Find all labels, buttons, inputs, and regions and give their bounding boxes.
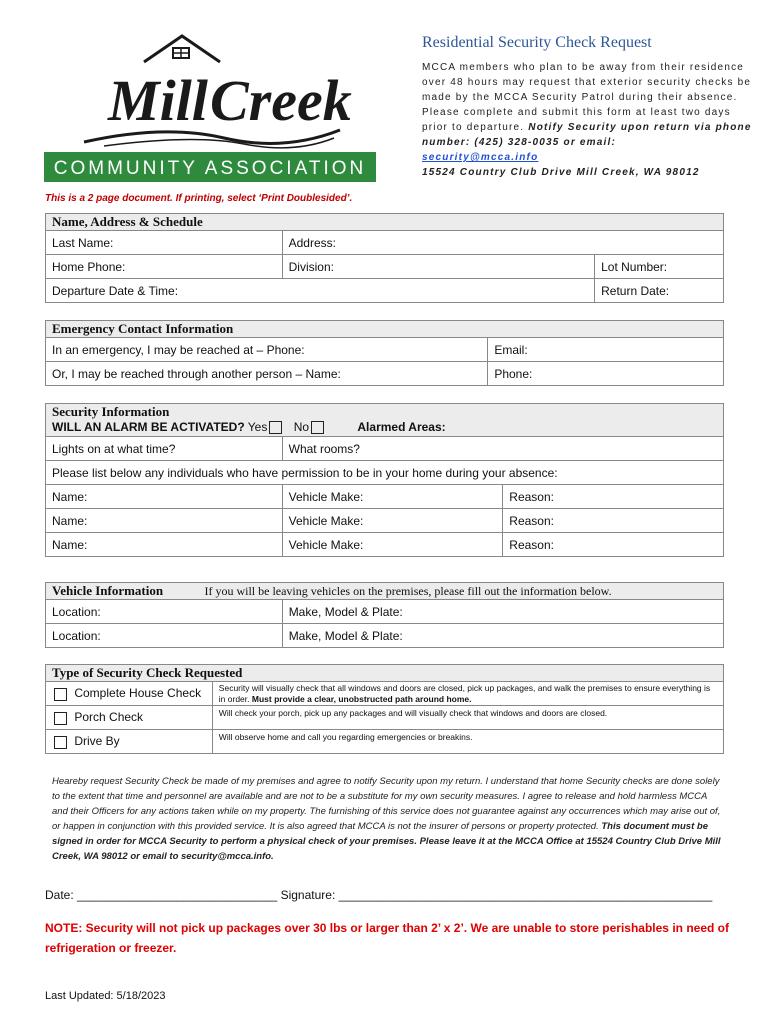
option-label: Complete House Check xyxy=(74,686,202,701)
person-name-field[interactable]: Name: xyxy=(46,509,283,533)
section-header xyxy=(46,321,724,338)
security-email-link[interactable]: security@mcca.info xyxy=(422,152,539,163)
print-note: This is a 2 page document. If printing, select ‘Print Doublesided’. xyxy=(45,193,353,204)
alarm-no-checkbox[interactable] xyxy=(311,421,324,434)
vehicle-make-model-field[interactable]: Make, Model & Plate: xyxy=(282,624,723,648)
section-header xyxy=(46,583,724,600)
check-option[interactable] xyxy=(46,706,213,730)
section-title: Security Information xyxy=(52,404,170,419)
reason-field[interactable]: Reason: xyxy=(503,533,724,557)
agreement-text xyxy=(52,774,724,864)
check-option-row xyxy=(46,682,724,706)
section-header xyxy=(46,214,724,231)
vehicle-make-model-field[interactable]: Make, Model & Plate: xyxy=(282,600,723,624)
last-updated: Last Updated: 5/18/2023 xyxy=(45,990,166,1002)
security-check-type-section xyxy=(45,664,724,754)
alarm-row xyxy=(52,420,717,436)
reason-field[interactable]: Reason: xyxy=(503,509,724,533)
permission-row xyxy=(46,509,724,533)
alarm-no-label: No xyxy=(293,420,310,434)
option-description xyxy=(212,682,723,706)
signature-field[interactable]: Signature: ________________________________________________________ xyxy=(280,888,713,902)
office-address: 15524 Country Club Drive Mill Creek, WA 98012 xyxy=(422,167,700,178)
vehicle-location-field[interactable]: Location: xyxy=(46,624,283,648)
emergency-email-field[interactable]: Email: xyxy=(488,338,724,362)
package-note: NOTE: Security will not pick up packages over 30 lbs or larger than 2’ x 2’. We are unable to store perishables in need of refrigeration or freezer. xyxy=(45,921,729,955)
section-header xyxy=(46,665,724,682)
option-checkbox[interactable] xyxy=(54,736,67,749)
person-name-field[interactable]: Name: xyxy=(46,533,283,557)
departure-field[interactable]: Departure Date & Time: xyxy=(46,279,595,303)
permission-instruction: Please list below any individuals who have permission to be in your home during your absence: xyxy=(46,461,724,485)
date-field[interactable]: Date: ______________________________ xyxy=(45,888,278,902)
option-description: Will check your porch, pick up any packages and will visually check that windows and doors are closed. xyxy=(212,706,723,730)
logo-subtitle: COMMUNITY ASSOCIATION xyxy=(53,158,367,179)
person-name-field[interactable]: Name: xyxy=(46,485,283,509)
alarm-question: WILL AN ALARM BE ACTIVATED? xyxy=(52,420,245,434)
vehicle-location-field[interactable]: Location: xyxy=(46,600,283,624)
document-title: Residential Security Check Request xyxy=(422,34,652,51)
intro-paragraph: MCCA members who plan to be away from their residence over 48 hours may request that exterior security checks be made by the MCCA Security Patrol during their absence. Please complete and submit this form at least two days prior to departure. xyxy=(422,62,752,133)
rooms-field[interactable]: What rooms? xyxy=(282,437,723,461)
signature-line xyxy=(45,888,712,902)
option-desc-text: Security will visually check that all windows and doors are closed, pick up packages, and walk the premises to ensure everything is in order. xyxy=(218,682,711,704)
option-label: Porch Check xyxy=(74,710,144,725)
vehicle-make-field[interactable]: Vehicle Make: xyxy=(282,509,503,533)
logo-word-mill: Mill xyxy=(108,68,208,133)
section-title: Name, Address & Schedule xyxy=(52,214,203,229)
header-block xyxy=(422,34,752,180)
vehicle-instruction: If you will be leaving vehicles on the premises, please fill out the information below. xyxy=(204,584,612,598)
vehicle-make-field[interactable]: Vehicle Make: xyxy=(282,533,503,557)
alt-contact-phone-field[interactable]: Phone: xyxy=(488,362,724,386)
section-title: Type of Security Check Requested xyxy=(52,665,243,680)
agreement-body: Heareby request Security Check be made of my premises and agree to notify Security upon my return. I understand that home Security checks are done solely to the extent that time and personnel are available and are not to be a substitute for my own security measures. I agree to release and hold harmless MCCA and their Officers for any actions taken while on my property. The furnishing of this service does not guarantee against any occurrences which may arise out of, or happen in conjunction with this provided service. It is also agreed that MCCA is not the insurer of persons or property protected. xyxy=(52,776,721,832)
lot-number-field[interactable]: Lot Number: xyxy=(595,255,724,279)
notify-text: Notify Security upon return via phone number: (425) 328-0035 or email: xyxy=(422,122,752,148)
check-option-row xyxy=(46,706,724,730)
mill-creek-logo xyxy=(44,34,376,182)
emergency-phone-field[interactable]: In an emergency, I may be reached at – Phone: xyxy=(46,338,488,362)
intro-text xyxy=(422,60,752,180)
alarm-yes-checkbox[interactable] xyxy=(269,421,282,434)
option-checkbox[interactable] xyxy=(54,688,67,701)
lights-time-field[interactable]: Lights on at what time? xyxy=(46,437,283,461)
return-date-field[interactable]: Return Date: xyxy=(595,279,724,303)
vehicle-make-field[interactable]: Vehicle Make: xyxy=(282,485,503,509)
division-field[interactable]: Division: xyxy=(282,255,594,279)
logo-word-creek: Creek xyxy=(210,68,352,133)
emergency-contact-section xyxy=(45,320,724,386)
option-description: Will observe home and call you regarding emergencies or breakins. xyxy=(212,730,723,754)
permission-row xyxy=(46,533,724,557)
option-checkbox[interactable] xyxy=(54,712,67,725)
check-option-row xyxy=(46,730,724,754)
alt-contact-name-field[interactable]: Or, I may be reached through another person – Name: xyxy=(46,362,488,386)
alarm-yes-label: Yes xyxy=(247,420,268,434)
last-name-field[interactable]: Last Name: xyxy=(46,231,283,255)
section-header xyxy=(46,404,724,437)
home-phone-field[interactable]: Home Phone: xyxy=(46,255,283,279)
option-label: Drive By xyxy=(74,734,120,749)
alarmed-areas-label: Alarmed Areas: xyxy=(357,420,446,434)
check-option[interactable] xyxy=(46,730,213,754)
check-option[interactable] xyxy=(46,682,213,706)
vehicle-information-section xyxy=(45,582,724,648)
section-title: Emergency Contact Information xyxy=(52,321,234,336)
security-information-section xyxy=(45,403,724,557)
section-title: Vehicle Information xyxy=(52,583,164,598)
agreement-bold: This document must be signed in order for MCCA Security to perform a physical check of your premises. Please leave it at the MCCA Office at 15524 Country Club Drive Mill Creek, WA 98012 or email to security@mcca.info. xyxy=(52,821,721,862)
option-desc-bold: Must provide a clear, unobstructed path around home. xyxy=(251,693,472,704)
name-address-schedule-section xyxy=(45,213,724,323)
address-field[interactable]: Address: xyxy=(282,231,723,255)
reason-field[interactable]: Reason: xyxy=(503,485,724,509)
permission-row xyxy=(46,485,724,509)
